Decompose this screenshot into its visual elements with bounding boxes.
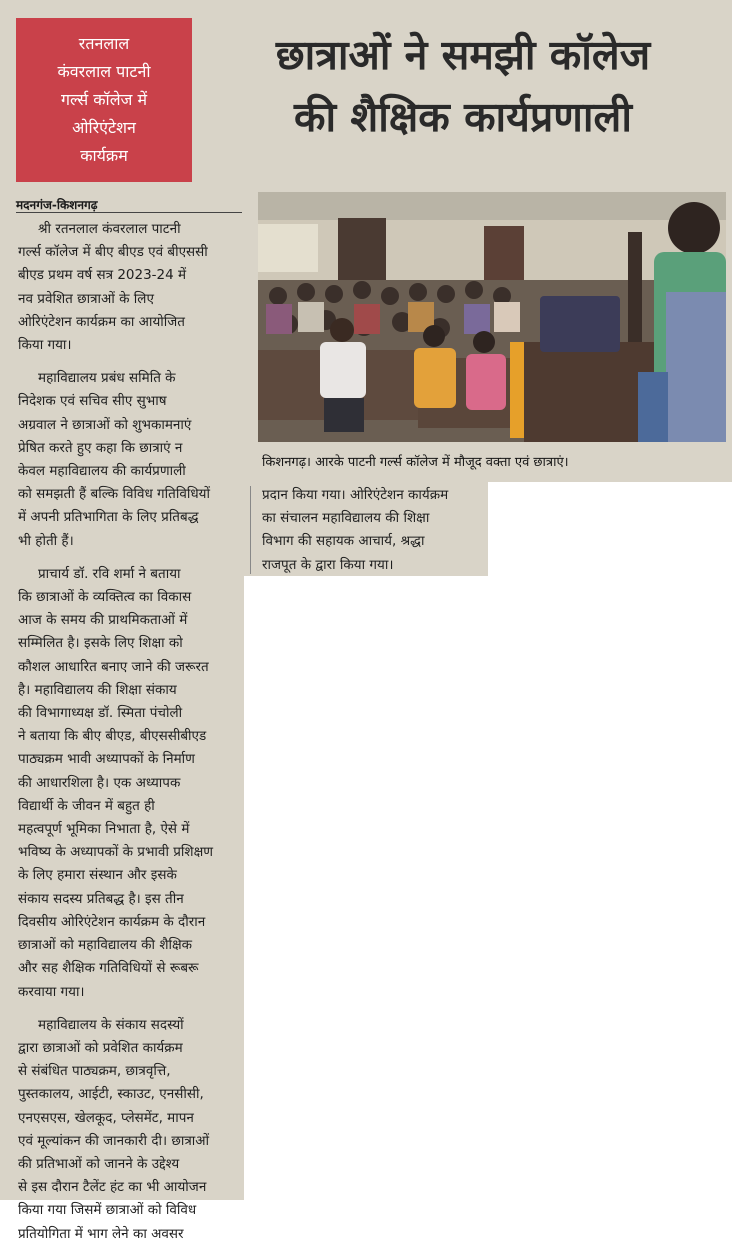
tag-line: ओरिएंटेशन xyxy=(72,118,136,137)
continuation-text xyxy=(262,484,484,577)
text-line: अग्रवाल ने छात्राओं को शुभकामनाएं xyxy=(18,416,192,433)
text-line: महाविद्यालय प्रबंध समिति के xyxy=(38,370,176,387)
text-line: का संचालन महाविद्यालय की शिक्षा xyxy=(262,510,430,527)
text-line: की आधारशिला है। एक अध्यापक xyxy=(18,774,181,791)
article-body xyxy=(18,218,240,1246)
text-line: आज के समय की प्राथमिकताओं में xyxy=(18,612,188,629)
text-line: केवल महाविद्यालय की कार्यप्रणाली xyxy=(18,463,186,480)
text-line: प्रतियोगिता में भाग लेने का अवसर xyxy=(18,1225,184,1242)
text-line: बीएड प्रथम वर्ष सत्र 2023-24 में xyxy=(18,267,187,284)
text-line: श्री रतनलाल कंवरलाल पाटनी xyxy=(38,221,181,237)
headline xyxy=(200,24,726,148)
text-line: प्रेषित करते हुए कहा कि छात्राएं न xyxy=(18,439,183,456)
dateline: मदनगंज-किशनगढ़ xyxy=(16,198,98,212)
dateline-rule xyxy=(16,212,242,213)
column-rule xyxy=(250,486,251,574)
paragraph xyxy=(18,218,240,357)
paragraph xyxy=(18,1014,240,1246)
tag-line: कार्यक्रम xyxy=(80,146,128,165)
tag-line: कंवरलाल पाटनी xyxy=(57,62,151,81)
text-line: द्वारा छात्राओं को प्रवेशित कार्यक्रम xyxy=(18,1039,183,1056)
headline-line: की शैक्षिक कार्यप्रणाली xyxy=(294,93,632,141)
text-line: नव प्रवेशित छात्राओं के लिए xyxy=(18,290,154,307)
event-photo xyxy=(258,192,726,442)
text-line: प्रदान किया गया। ओरिएंटेशन कार्यक्रम xyxy=(262,487,449,503)
text-line: ने बताया कि बीए बीएड, बीएससीबीएड xyxy=(18,728,207,745)
text-line: पाठ्यक्रम भावी अध्यापकों के निर्माण xyxy=(18,751,195,768)
text-line: निदेशक एवं सचिव सीए सुभाष xyxy=(18,393,167,410)
paragraph xyxy=(18,563,240,1004)
text-line: भविष्य के अध्यापकों के प्रभावी प्रशिक्षण xyxy=(18,844,214,861)
text-line: दिवसीय ओरिएंटेशन कार्यक्रम के दौरान xyxy=(18,913,206,930)
text-line: की प्रतिभाओं को जानने के उद्देश्य xyxy=(18,1155,180,1172)
text-line: सम्मिलित है। इसके लिए शिक्षा को xyxy=(18,635,183,652)
text-line: राजपूत के द्वारा किया गया। xyxy=(262,556,394,573)
text-line: के लिए हमारा संस्थान और इसके xyxy=(18,867,177,884)
headline-line: छात्राओं ने समझी कॉलेज xyxy=(275,31,651,79)
text-line: एवं मूल्यांकन की जानकारी दी। छात्राओं xyxy=(18,1132,210,1149)
text-line: प्राचार्य डॉ. रवि शर्मा ने बताया xyxy=(38,565,181,582)
text-line: महाविद्यालय के संकाय सदस्यों xyxy=(38,1016,184,1033)
tag-line: रतनलाल xyxy=(78,34,130,53)
text-line: को समझती हैं बल्कि विविध गतिविधियों xyxy=(18,486,210,503)
text-line: और सह शैक्षिक गतिविधियों से रूबरू xyxy=(18,960,199,977)
text-line: से इस दौरान टैलेंट हंट का भी आयोजन xyxy=(18,1179,207,1196)
paragraph xyxy=(18,367,240,553)
text-line: विद्यार्थी के जीवन में बहुत ही xyxy=(18,797,155,814)
text-line: से संबंधित पाठ्यक्रम, छात्रवृत्ति, xyxy=(18,1063,171,1080)
text-line: छात्राओं को महाविद्यालय की शैक्षिक xyxy=(18,937,193,954)
text-line: ओरिएंटेशन कार्यक्रम का आयोजित xyxy=(18,313,185,330)
text-line: की विभागाध्यक्ष डॉ. स्मिता पंचोली xyxy=(18,705,183,722)
tag-line: गर्ल्स कॉलेज में xyxy=(60,90,148,109)
text-line: किया गया जिसमें छात्राओं को विविध xyxy=(18,1202,197,1219)
text-line: कौशल आधारित बनाए जाने की जरूरत xyxy=(18,658,209,675)
text-line: विभाग की सहायक आचार्य, श्रद्धा xyxy=(262,533,425,550)
photo-caption: किशनगढ़। आरके पाटनी गर्ल्स कॉलेज में मौजूद वक्ता एवं छात्राएं। xyxy=(262,455,569,470)
text-line: गर्ल्स कॉलेज में बीए बीएड एवं बीएससी xyxy=(18,244,208,261)
text-line: करवाया गया। xyxy=(18,983,85,1000)
blank-area xyxy=(244,576,732,1200)
text-line: में अपनी प्रतिभागिता के लिए प्रतिबद्ध xyxy=(18,509,199,526)
text-line: भी होती हैं। xyxy=(18,532,74,549)
text-line: पुस्तकालय, आईटी, स्काउट, एनसीसी, xyxy=(18,1086,204,1103)
text-line: एनएसएस, खेलकूद, प्लेसमेंट, मापन xyxy=(18,1109,194,1126)
section-tag-box xyxy=(16,18,192,182)
text-line: किया गया। xyxy=(18,337,72,354)
blank-area-upper xyxy=(488,482,732,576)
text-line: है। महाविद्यालय की शिक्षा संकाय xyxy=(18,681,177,698)
text-line: कि छात्राओं के व्यक्तित्व का विकास xyxy=(18,589,192,606)
text-line: संकाय सदस्य प्रतिबद्ध है। इस तीन xyxy=(18,890,184,907)
text-line: महत्वपूर्ण भूमिका निभाता है, ऐसे में xyxy=(18,821,190,838)
